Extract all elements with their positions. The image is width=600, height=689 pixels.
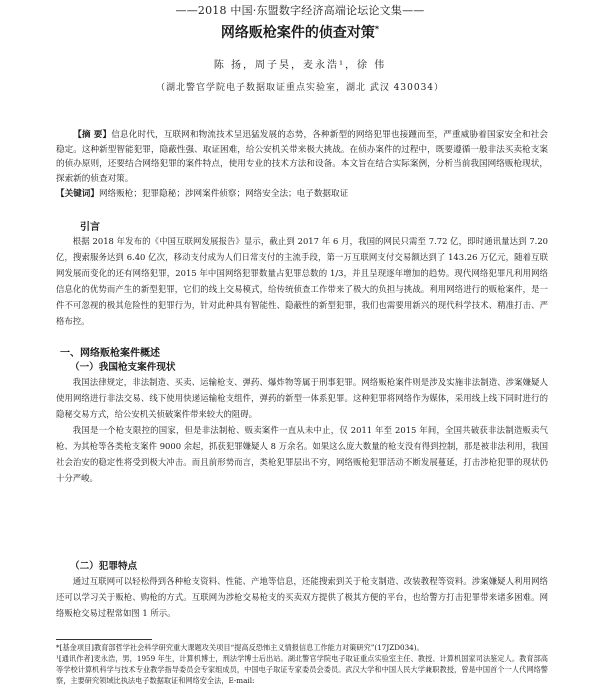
abstract-block	[56, 128, 548, 202]
abstract-text: 信息化时代，互联网和物流技术呈迅猛发展的态势，各种新型的网络犯罪也接踵而至，严重威胁着国家安全和社会稳定。这种新型智能犯罪，隐蔽性强、取证困难，给公安机关带来极大挑战。在侦办案件的过程中，既要遵循一般非法买卖枪支案的侦办原则，还要结合网络犯罪的案件特点，使用专业的技术方法和设备。本文旨在结合实际案例，分析当前我国网络贩枪现状，探索新的侦查对策。	[56, 130, 548, 184]
subsection-2-body	[56, 573, 548, 621]
abstract-label: 【摘 要】	[73, 130, 112, 140]
affiliation: （湖北警官学院电子数据取证重点实验室，湖北 武汉 430034）	[155, 83, 445, 93]
paper-title	[0, 22, 600, 42]
keywords-label: 【关键词】	[56, 189, 99, 199]
title-footnote-mark: *	[374, 24, 380, 34]
running-header: ——2018 中国·东盟数字经济高端论坛论文集——	[175, 4, 425, 17]
intro-paragraph: 根据 2018 年发布的《中国互联网发展报告》显示，截止到 2017 年 6 月，我国的网民只需至 7.72 亿，即时通讯量达到 7.20 亿，搜索服务达到 6.40 亿次，移动支付成为人们日常支付的主流手段，第一万互联网支付交易额达到了 143.26 万亿元，随着互联网发展而变化的还有网络犯罪，2015 年中国网络犯罪数量占犯罪总数的 1/3，并且呈现逐年增加的趋势。现代网络犯罪凡利用网络信息化的优势而产生的新型犯罪，它们的线上交易模式，给传统侦查工作带来了极大的负担与挑战。利用网络进行的贩枪案件，是一件不可忽视的极其危险性的犯罪行为，针对此种具有智能性、隐蔽性的新型犯罪，我们也需要用新兴的现代科学技术、精准打击、严格布控。	[56, 236, 548, 326]
subsection-2-paragraph: 通过互联网可以轻松得到各种枪支资料、性能、产地等信息，还能搜索到关于枪支制造、改装教程等资料。涉案嫌疑人利用网络还可以学习关于贩枪、购枪的方式。互联网为涉枪交易枪支的买卖双方提供了极其方便的平台，也给警方打击犯罪带来诸多困难。网络贩枪交易过程常如图 1 所示。	[56, 576, 548, 618]
subsection-1-body	[56, 374, 548, 486]
abstract-paragraph	[56, 128, 548, 186]
subsection-1-paragraph-b: 我国是一个枪支限控的国家，但是非法制枪、贩卖案件一直从未中止，仅 2011 年至 2015 年间，全国共破获非法制造贩卖气枪、为其枪等各类枪支案件 9000 余起，抓获犯罪嫌疑人 8 万余名。如果这么庞大数量的枪支没有得到控制，那是被非法利用，我国社会治安的稳定性将受到极大冲击。而且前形势而言，类枪犯罪层出不穷，网络贩枪犯罪活动不断发展蔓延，打击涉枪犯罪的现状仍十分严峻。	[56, 425, 548, 483]
footnote-author: ¹[通讯作者]麦永浩，男，1959 年生，计算机博士，刑法学博士后出站。湖北警官学院电子取证重点实验室主任、教授、计算机国家司法鉴定人。教育部高等学校计算机科学与技术专业教学指导委员会专家组成员，中国电子取证专家委员会委员。武汉大学和中国人民大学兼职教授，曾是中国首个一人代网络警察，主要研究领域比执法电子数据取证和网络安全法，E-mail:	[56, 654, 548, 685]
keywords-line	[56, 187, 548, 202]
subsection-1-paragraph-a: 我国法律规定，非法制造、买卖、运输枪支、弹药、爆炸物等属于刑事犯罪。网络贩枪案件则是涉及实施非法制造、涉案嫌疑人使用网络进行非法交易、线下使用快递运输枪支组件，弹药的新型一体系犯罪。这种犯罪将网络作为媒体，采用线上线下同时进行的隐秘交易方式，给公安机关侦破案件带来较大的阻碍。	[56, 377, 548, 419]
keywords-text: 网络贩枪；犯罪隐秘；涉网案件侦察；网络安全法；电子数据取证	[98, 189, 349, 199]
subsection-2-heading: （二）犯罪特点	[70, 561, 138, 572]
footnotes	[56, 642, 548, 686]
footnote-fund: *[基金项目]教育部哲学社会科学研究重大课题攻关项目“提高反恐怖主义情报信息工作能力对策研究”(17JZD034)。	[56, 643, 424, 652]
subsection-1-heading: （一）我国枪支案件现状	[70, 362, 176, 373]
author-list: 陈 扬，周子昊，麦永浩¹，徐 伟	[213, 60, 387, 71]
footnote-divider	[56, 639, 152, 640]
intro-section	[56, 233, 548, 329]
section-1-heading: 一、网络贩枪案件概述	[60, 348, 160, 359]
intro-heading: 引言	[80, 222, 100, 233]
paper-title-text: 网络贩枪案件的侦查对策	[220, 25, 375, 41]
